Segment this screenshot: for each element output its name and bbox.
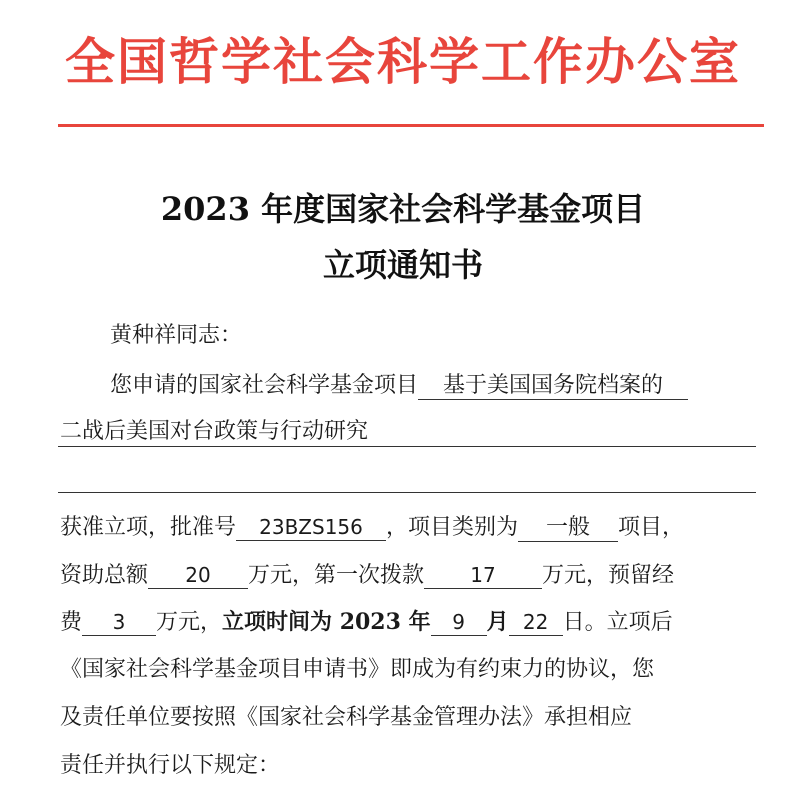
month-field: 9: [431, 609, 487, 636]
reserved-funding-field: 3: [82, 609, 156, 636]
p3-mid1: 万元，第一次拨款: [248, 563, 425, 588]
project-category-field: 一般: [518, 515, 618, 542]
p3-prefix: 资助总额: [60, 563, 149, 588]
letterhead-divider: [58, 124, 764, 127]
project-name-field-1: 基于美国国务院档案的: [418, 373, 688, 400]
p3-mid2: 万元，预留经: [542, 563, 675, 588]
approval-number-field: 23BZS156: [236, 514, 386, 541]
document-title: 2023 年度国家社会科学基金项目: [160, 190, 646, 228]
paragraph-line-7: 及责任单位要按照《国家社会科学基金管理办法》承担相应: [60, 705, 633, 730]
salutation: 黄种祥同志：: [110, 323, 243, 348]
letterhead: 全国哲学社会科学工作办公室: [65, 33, 741, 91]
p2-mid: ，项目类别为: [386, 515, 519, 540]
month-label: 月: [486, 609, 509, 635]
paragraph-line-4: [60, 556, 674, 596]
underline-row-1: [58, 446, 756, 447]
document-subtitle: 立项通知书: [322, 246, 483, 284]
project-name-field-2: 二战后美国对台政策与行动研究: [60, 419, 369, 444]
paragraph-line-8: 责任并执行以下规定：: [60, 753, 281, 778]
day-field: 22: [509, 609, 563, 636]
underline-row-2: [58, 492, 756, 493]
p2-suffix: 项目，: [618, 515, 685, 540]
paragraph-line-5: [60, 602, 673, 643]
p4-mid: 万元，: [156, 610, 223, 635]
paragraph-line-3: [60, 508, 684, 548]
paragraph-line-6: 《国家社会科学基金项目申请书》即成为有约束力的协议，您: [60, 657, 655, 682]
p4-prefix: 费: [60, 610, 83, 635]
paragraph-line-1: [110, 366, 688, 406]
date-label: 立项时间为 2023 年: [222, 609, 431, 635]
total-funding-field: 20: [148, 562, 248, 589]
p2-prefix: 获准立项，批准号: [60, 515, 237, 540]
first-payment-field: 17: [424, 562, 542, 589]
p4-end: 日。立项后: [562, 610, 673, 635]
p1-lead: 您申请的国家社会科学基金项目: [110, 373, 419, 398]
